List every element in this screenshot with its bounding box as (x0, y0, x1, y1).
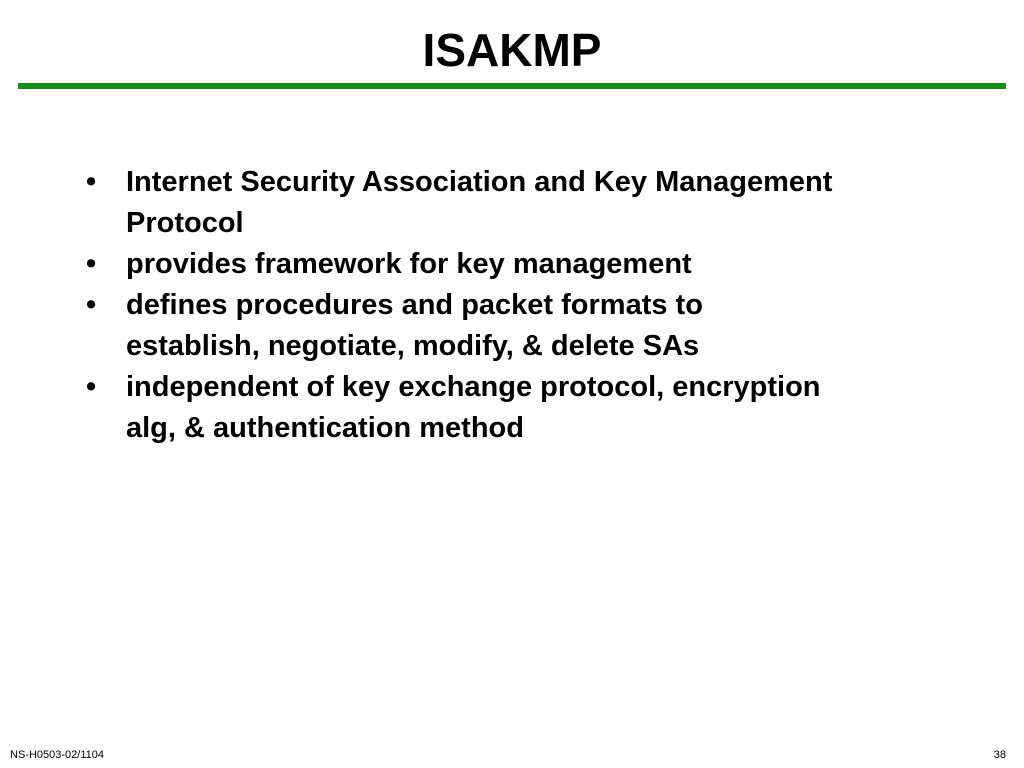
bullet-icon: • (86, 248, 97, 280)
bullet-item (84, 162, 844, 244)
title-divider (18, 83, 1006, 89)
bullet-list (84, 162, 844, 449)
footer-doc-id: NS-H0503-02/1104 (10, 749, 104, 761)
bullet-icon: • (86, 289, 97, 321)
bullet-text: independent of key exchange protocol, encryption alg, & authentication method (126, 371, 821, 444)
bullet-item (84, 367, 844, 449)
bullet-text: provides framework for key management (126, 248, 692, 280)
bullet-item (84, 244, 844, 285)
footer-page-number: 38 (993, 749, 1006, 761)
bullet-icon: • (86, 371, 97, 403)
bullet-text: Internet Security Association and Key Management Protocol (126, 166, 833, 239)
bullet-icon: • (86, 166, 97, 198)
slide-title: ISAKMP (422, 24, 602, 76)
bullet-text: defines procedures and packet formats to establish, negotiate, modify, & delete SAs (126, 289, 703, 362)
bullet-item (84, 285, 844, 367)
